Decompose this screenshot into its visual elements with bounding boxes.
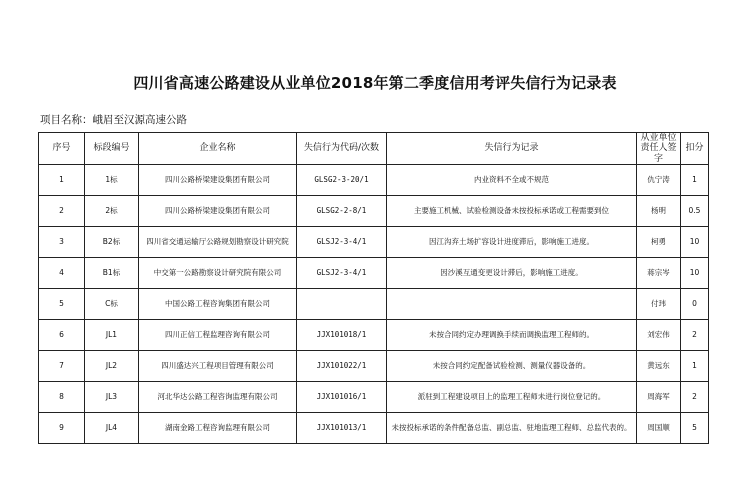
cell-section: C标 <box>85 289 139 320</box>
cell-deduction: 1 <box>681 165 709 196</box>
table-row <box>39 227 709 258</box>
table-row <box>39 413 709 444</box>
cell-index: 7 <box>39 351 85 382</box>
cell-deduction: 0 <box>681 289 709 320</box>
cell-person: 黄远东 <box>637 351 681 382</box>
cell-record: 因沙溪互通变更设计滞后，影响施工进度。 <box>387 258 637 289</box>
header-index: 序号 <box>39 133 85 165</box>
cell-section: JL2 <box>85 351 139 382</box>
table-body <box>39 165 709 444</box>
cell-company: 四川公路桥梁建设集团有限公司 <box>139 196 297 227</box>
cell-index: 9 <box>39 413 85 444</box>
cell-person: 柯勇 <box>637 227 681 258</box>
cell-index: 5 <box>39 289 85 320</box>
cell-section: B1标 <box>85 258 139 289</box>
cell-code: GLSJ2-3-4/1 <box>297 227 387 258</box>
cell-code: GLSG2-3-20/1 <box>297 165 387 196</box>
cell-code: JJX101016/1 <box>297 382 387 413</box>
cell-record: 未按投标承诺的条件配备总监、副总监、驻地监理工程师、总监代表的。 <box>387 413 637 444</box>
project-name: 峨眉至汉源高速公路 <box>92 114 187 126</box>
cell-code: JJX101022/1 <box>297 351 387 382</box>
header-person: 从业单位责任人签字 <box>637 133 681 165</box>
cell-section: B2标 <box>85 227 139 258</box>
cell-company: 中国公路工程咨询集团有限公司 <box>139 289 297 320</box>
header-code: 失信行为代码/次数 <box>297 133 387 165</box>
cell-company: 河北华达公路工程咨询监理有限公司 <box>139 382 297 413</box>
page-title: 四川省高速公路建设从业单位2018年第二季度信用考评失信行为记录表 <box>133 74 617 92</box>
table-row <box>39 382 709 413</box>
table-row <box>39 351 709 382</box>
cell-person: 刘宏伟 <box>637 320 681 351</box>
project-line <box>40 112 187 127</box>
cell-person: 周海军 <box>637 382 681 413</box>
header-deduction: 扣分 <box>681 133 709 165</box>
cell-person: 仇宁涛 <box>637 165 681 196</box>
cell-deduction: 10 <box>681 258 709 289</box>
table-row <box>39 165 709 196</box>
cell-person: 蒋宗岑 <box>637 258 681 289</box>
cell-company: 四川公路桥梁建设集团有限公司 <box>139 165 297 196</box>
cell-index: 3 <box>39 227 85 258</box>
cell-deduction: 1 <box>681 351 709 382</box>
cell-index: 1 <box>39 165 85 196</box>
cell-record: 未按合同约定办理调换手续而调换监理工程师的。 <box>387 320 637 351</box>
cell-record: 派驻到工程建设项目上的监理工程师未进行岗位登记的。 <box>387 382 637 413</box>
cell-section: JL4 <box>85 413 139 444</box>
table-row <box>39 258 709 289</box>
cell-code: GLSJ2-3-4/1 <box>297 258 387 289</box>
cell-record <box>387 289 637 320</box>
cell-section: JL3 <box>85 382 139 413</box>
cell-code: GLSG2-2-8/1 <box>297 196 387 227</box>
cell-deduction: 10 <box>681 227 709 258</box>
cell-section: 1标 <box>85 165 139 196</box>
cell-index: 6 <box>39 320 85 351</box>
cell-company: 中交第一公路勘察设计研究院有限公司 <box>139 258 297 289</box>
cell-code: JJX101013/1 <box>297 413 387 444</box>
cell-person: 杨明 <box>637 196 681 227</box>
cell-company: 四川省交通运输厅公路规划勘察设计研究院 <box>139 227 297 258</box>
credit-record-table <box>38 132 709 444</box>
header-company: 企业名称 <box>139 133 297 165</box>
cell-person: 周国顺 <box>637 413 681 444</box>
cell-deduction: 2 <box>681 382 709 413</box>
table-header-row <box>39 133 709 165</box>
cell-deduction: 0.5 <box>681 196 709 227</box>
project-label: 项目名称： <box>40 114 93 126</box>
cell-person: 付玮 <box>637 289 681 320</box>
cell-record: 未按合同约定配备试验检测、测量仪器设备的。 <box>387 351 637 382</box>
cell-index: 4 <box>39 258 85 289</box>
cell-code: JJX101018/1 <box>297 320 387 351</box>
cell-code <box>297 289 387 320</box>
table-row <box>39 196 709 227</box>
cell-company: 四川盛达兴工程项目管理有限公司 <box>139 351 297 382</box>
header-section: 标段编号 <box>85 133 139 165</box>
cell-index: 8 <box>39 382 85 413</box>
cell-record: 内业资料不全或不规范 <box>387 165 637 196</box>
cell-deduction: 2 <box>681 320 709 351</box>
header-record: 失信行为记录 <box>387 133 637 165</box>
cell-deduction: 5 <box>681 413 709 444</box>
cell-section: JL1 <box>85 320 139 351</box>
cell-company: 湖南金路工程咨询监理有限公司 <box>139 413 297 444</box>
cell-section: 2标 <box>85 196 139 227</box>
table-row <box>39 320 709 351</box>
cell-record: 因江沟弃土场扩容设计进度滞后，影响施工进度。 <box>387 227 637 258</box>
cell-index: 2 <box>39 196 85 227</box>
cell-record: 主要施工机械、试验检测设备未按投标承诺或工程需要到位 <box>387 196 637 227</box>
table-row <box>39 289 709 320</box>
cell-company: 四川正信工程监理咨询有限公司 <box>139 320 297 351</box>
